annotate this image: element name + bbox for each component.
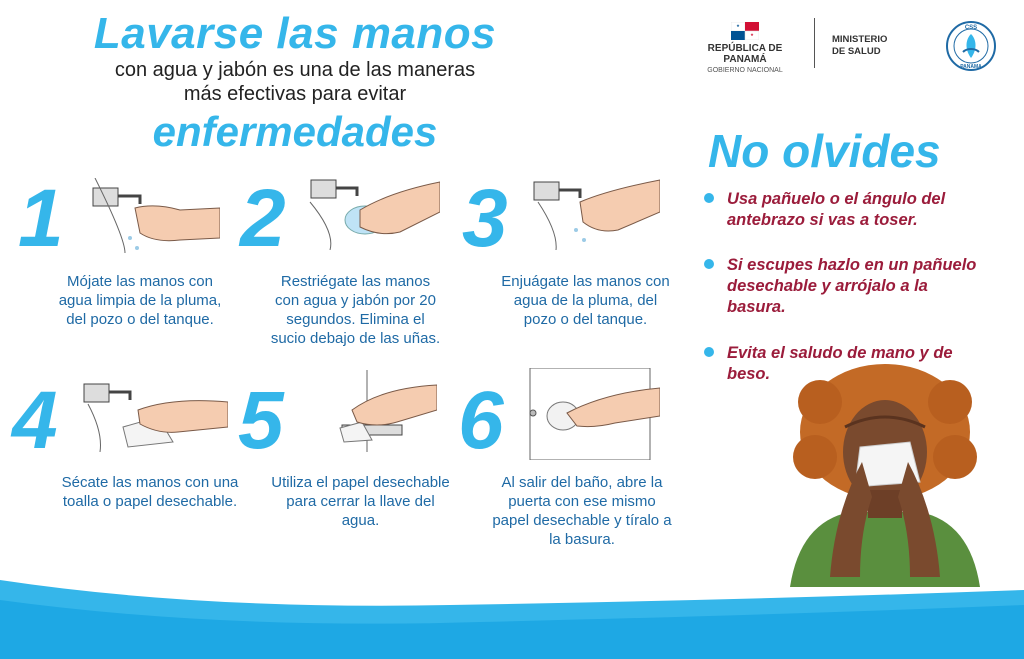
- reminder-2-line-1: Si escupes hazlo en un pañuelo: [727, 256, 977, 274]
- step-1-illustration: [85, 178, 220, 253]
- step-6-text: [482, 473, 682, 549]
- bullet-icon: [704, 347, 714, 357]
- step-3-line-2: agua de la pluma, del: [513, 292, 658, 309]
- bullet-icon: [704, 193, 714, 203]
- svg-text:CSS: CSS: [964, 25, 978, 31]
- subtitle-line-1: con agua y jabón es una de las maneras: [114, 59, 476, 81]
- step-6-line-2: puerta con ese mismo: [508, 493, 656, 510]
- panama-flag-icon: [731, 22, 759, 40]
- step-3-line-3: pozo o del tanque.: [523, 311, 648, 328]
- bottom-wave: [0, 560, 1024, 659]
- gobierno-logo: [685, 22, 805, 74]
- reminder-item: [700, 189, 1024, 231]
- reminder-2-line-2: desechable y arrójalo a la: [727, 277, 928, 295]
- step-6-line-3: papel desechable y tíralo a: [492, 512, 672, 529]
- ministry-line-1: MINISTERIO: [832, 34, 888, 45]
- ministerio-label: [832, 34, 887, 58]
- step-3-number: 3: [462, 173, 508, 264]
- step-1-line-1: Mójate las manos con: [67, 273, 213, 290]
- step-5-line-2: para cerrar la llave del: [286, 493, 435, 510]
- reminder-1-line-2: antebrazo si vas a toser.: [727, 211, 918, 229]
- gov-subtitle: GOBIERNO NACIONAL: [707, 67, 783, 74]
- step-3-illustration: [528, 172, 660, 250]
- subtitle: [60, 58, 530, 106]
- subtitle-line-2: más efectivas para evitar: [183, 83, 407, 105]
- step-2-line-4: sucio debajo de las uñas.: [270, 330, 441, 347]
- step-6-line-4: la basura.: [549, 531, 615, 548]
- step-1-number: 1: [18, 173, 64, 264]
- reminder-item: [700, 255, 1024, 318]
- step-5-text: [258, 473, 463, 530]
- sneezing-woman-photo: [790, 362, 980, 587]
- step-3-line-1: Enjuágate las manos con: [501, 273, 670, 290]
- step-2-number: 2: [240, 173, 286, 264]
- page-title-emphasis: enfermedades: [152, 108, 438, 155]
- bullet-icon: [704, 259, 714, 269]
- step-2-illustration: [305, 172, 440, 250]
- step-5-line-1: Utiliza el papel desechable: [271, 474, 450, 491]
- step-4-text: [50, 473, 250, 511]
- step-4-line-2: toalla o papel desechable.: [62, 493, 238, 510]
- step-3-text: [488, 272, 683, 329]
- css-seal-logo: [945, 20, 997, 72]
- reminder-1-line-1: Usa pañuelo o el ángulo del: [727, 190, 946, 208]
- step-2-line-3: segundos. Elimina el: [286, 311, 425, 328]
- step-1-line-2: agua limpia de la pluma,: [58, 292, 222, 309]
- svg-text:PANAMA: PANAMA: [960, 64, 982, 70]
- step-6-illustration: [525, 368, 660, 460]
- step-1-text: [45, 272, 235, 329]
- logo-divider: [814, 18, 815, 68]
- step-5-line-3: agua.: [341, 512, 380, 529]
- ministry-line-2: DE SALUD: [832, 46, 881, 57]
- reminder-3-line-2: beso.: [727, 365, 771, 383]
- step-6-number: 6: [458, 375, 504, 466]
- step-4-illustration: [78, 372, 228, 452]
- step-4-line-1: Sécate las manos con una: [61, 474, 239, 491]
- step-5-illustration: [312, 370, 437, 452]
- step-4-number: 4: [12, 375, 58, 466]
- step-1-line-3: del pozo o del tanque.: [66, 311, 214, 328]
- reminders-title: No olvides: [708, 125, 941, 177]
- step-2-line-2: con agua y jabón por 20: [275, 292, 436, 309]
- step-2-line-1: Restriégate las manos: [280, 273, 431, 290]
- gov-name: REPÚBLICA DE PANAMÁ: [707, 43, 783, 65]
- step-6-line-1: Al salir del baño, abre la: [501, 474, 663, 491]
- step-2-text: [258, 272, 453, 348]
- reminder-2-line-3: basura.: [727, 298, 786, 316]
- step-5-number: 5: [238, 375, 284, 466]
- reminder-3-line-1: Evita el saludo de mano y de: [727, 344, 953, 362]
- page-title: Lavarse las manos: [93, 9, 497, 58]
